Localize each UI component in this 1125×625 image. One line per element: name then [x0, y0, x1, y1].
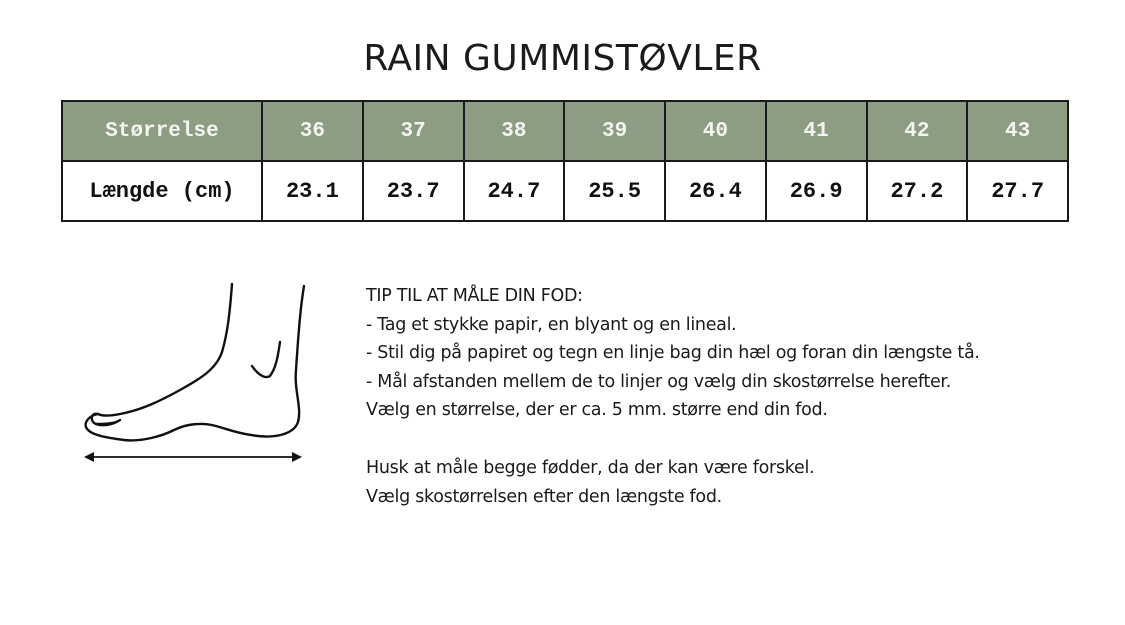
length-cell: 23.7: [363, 161, 464, 221]
length-cell: 24.7: [464, 161, 565, 221]
tip-step: - Mål afstanden mellem de to linjer og vælg din skostørrelse herefter.: [366, 371, 951, 392]
length-cell: 27.2: [867, 161, 968, 221]
size-cell: 37: [363, 101, 464, 161]
size-row: [62, 101, 1068, 161]
tip-step: - Tag et stykke papir, en blyant og en lineal.: [366, 314, 737, 335]
tip-reminder: Husk at måle begge fødder, da der kan være forskel.: [366, 457, 815, 478]
measuring-tips: [366, 282, 1066, 511]
length-cell: 27.7: [967, 161, 1068, 221]
length-cell: 26.9: [766, 161, 867, 221]
size-chart-table: [61, 100, 1069, 222]
length-cell: 26.4: [665, 161, 766, 221]
length-row: [62, 161, 1068, 221]
size-cell: 40: [665, 101, 766, 161]
tip-step: - Stil dig på papiret og tegn en linje bag din hæl og foran din længste tå.: [366, 343, 980, 364]
tips-heading: TIP TIL AT MÅLE DIN FOD:: [366, 286, 583, 306]
size-row-label: Størrelse: [62, 101, 262, 161]
size-cell: 43: [967, 101, 1068, 161]
size-cell: 42: [867, 101, 968, 161]
size-cell: 41: [766, 101, 867, 161]
tip-note: Vælg en størrelse, der er ca. 5 mm. større end din fod.: [366, 400, 828, 421]
foot-measure-icon: [80, 280, 310, 470]
page-title: RAIN GUMMISTØVLER: [363, 38, 762, 79]
tip-reminder: Vælg skostørrelsen efter den længste fod.: [366, 486, 722, 507]
length-cell: 23.1: [262, 161, 363, 221]
length-row-label: Længde (cm): [62, 161, 262, 221]
size-cell: 38: [464, 101, 565, 161]
spacer: [366, 425, 1066, 454]
length-cell: 25.5: [564, 161, 665, 221]
size-cell: 36: [262, 101, 363, 161]
size-cell: 39: [564, 101, 665, 161]
